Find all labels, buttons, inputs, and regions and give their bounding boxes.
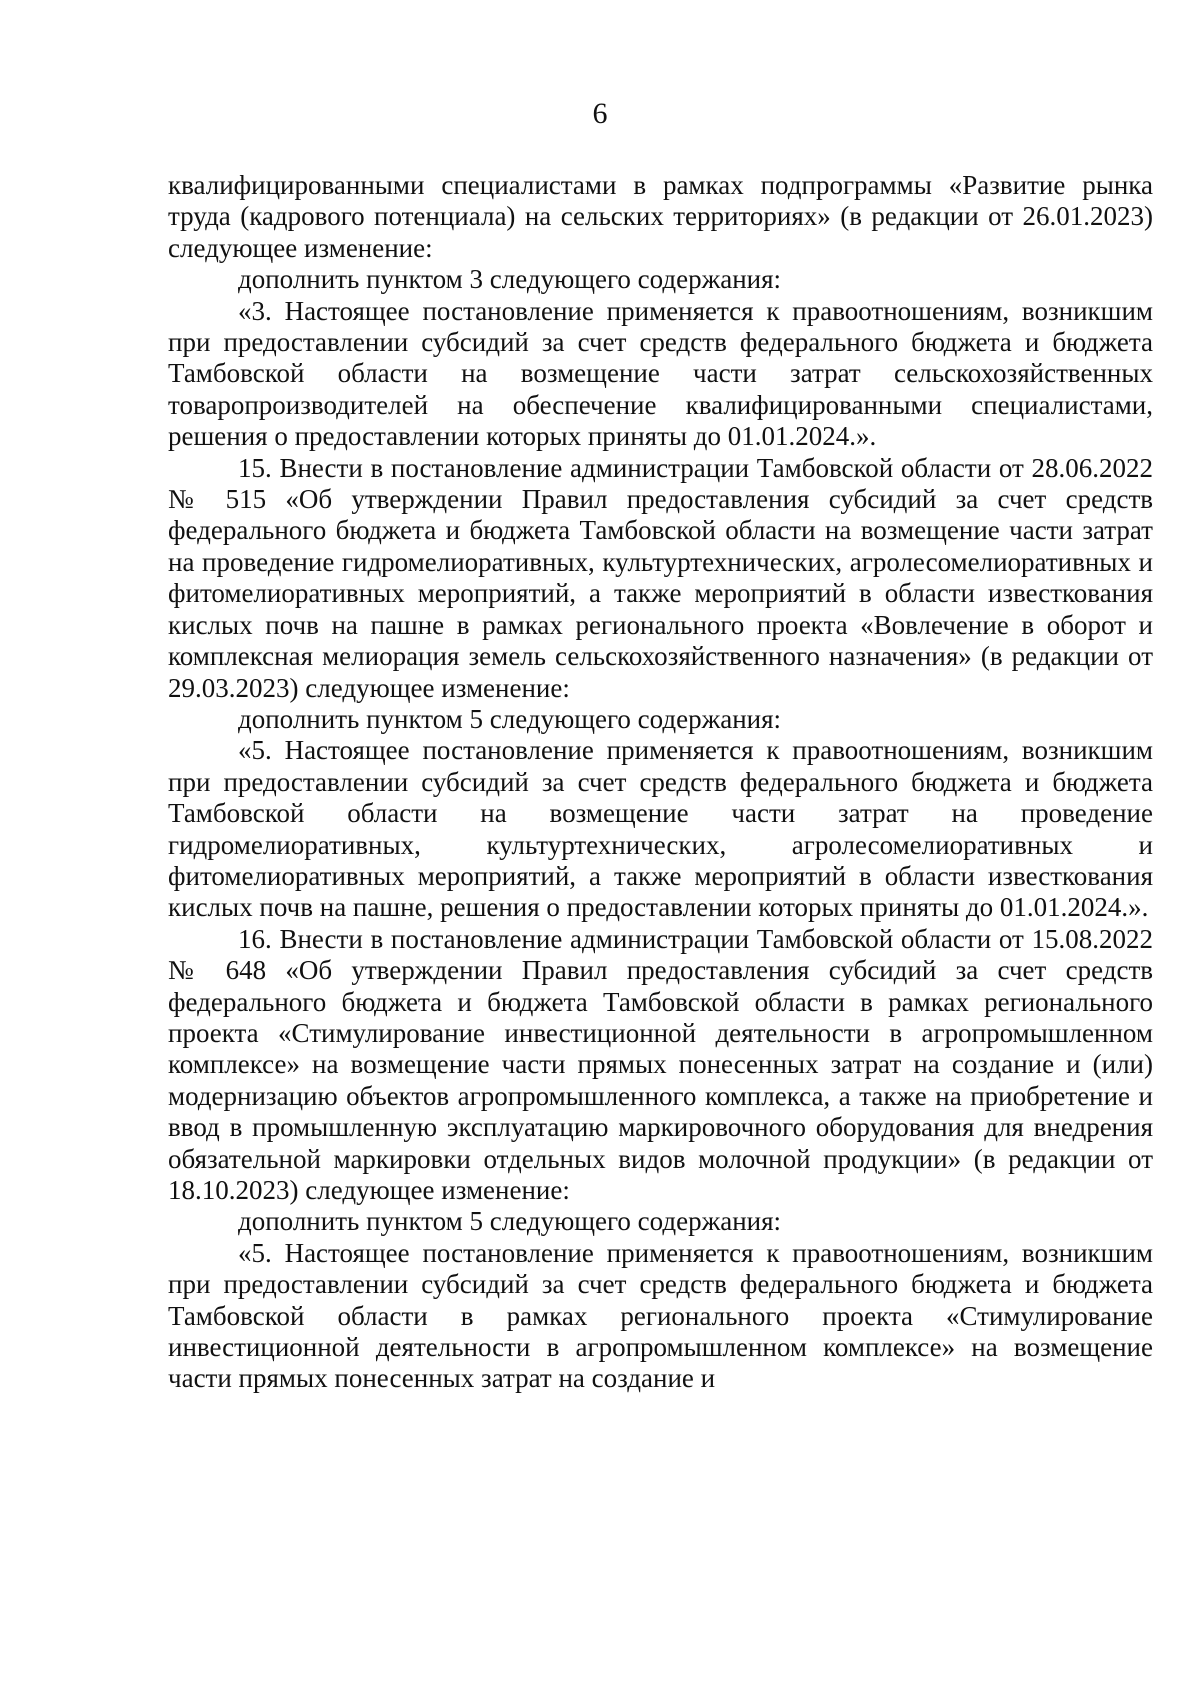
- paragraph-item-15: 15. Внести в постановление администрации Тамбовской области от 28.06.2022 № 515 «Об утверждении Правил предоставления субсидий за счет средств федерального бюджета и бюджета Тамбовской области на возмещение части затрат на проведение гидромелиоративных, культуртехнических, агролесомелиоративных и фитомелиоративных мероприятий, а также мероприятий в области известкования кислых почв на пашне в рамках регионального проекта «Вовлечение в оборот и комплексная мелиорация земель сельскохозяйственного назначения» (в редакции от 29.03.2023) следующее изменение:: [168, 452, 1153, 703]
- paragraph-item-16: 16. Внести в постановление администрации Тамбовской области от 15.08.2022 № 648 «Об утверждении Правил предоставления субсидий за счет средств федерального бюджета и бюджета Тамбовской области в рамках регионального проекта «Стимулирование инвестиционной деятельности в агропромышленном комплексе» на возмещение части прямых понесенных затрат на создание и (или) модернизацию объектов агропромышленного комплекса, а также на приобретение и ввод в промышленную эксплуатацию маркировочного оборудования для внедрения обязательной маркировки отдельных видов молочной продукции» (в редакции от 18.10.2023) следующее изменение:: [168, 923, 1153, 1205]
- paragraph-amendment-instruction: дополнить пунктом 5 следующего содержания:: [238, 703, 782, 734]
- paragraph-amendment-instruction: дополнить пунктом 3 следующего содержания:: [238, 264, 782, 295]
- paragraph-amendment-instruction: дополнить пунктом 5 следующего содержания:: [238, 1206, 782, 1237]
- paragraph-clause-5-text: «5. Настоящее постановление применяется к правоотношениям, возникшим при предоставлении субсидий за счет средств федерального бюджета и бюджета Тамбовской области в рамках регионального проекта «Стимулирование инвестиционной деятельности в агропромышленном комплексе» на возмещение части прямых понесенных затрат на создание и: [168, 1237, 1153, 1394]
- page-number: 6: [592, 97, 608, 130]
- paragraph-clause-5-text: «5. Настоящее постановление применяется к правоотношениям, возникшим при предоставлении субсидий за счет средств федерального бюджета и бюджета Тамбовской области на возмещение части затрат на проведение гидромелиоративных, культуртехнических, агролесомелиоративных и фитомелиоративных мероприятий, а также мероприятий в области известкования кислых почв на пашне, решения о предоставлении которых приняты до 01.01.2024.».: [168, 735, 1153, 923]
- paragraph-continuation: квалифицированными специалистами в рамках подпрограммы «Развитие рынка труда (кадрового потенциала) на сельских территориях» (в редакции от 26.01.2023) следующее изменение:: [168, 170, 1153, 263]
- paragraph-clause-3-text: «3. Настоящее постановление применяется к правоотношениям, возникшим при предоставлении субсидий за счет средств федерального бюджета и бюджета Тамбовской области на возмещение части затрат сельскохозяйственных товаропроизводителей на обеспечение квалифицированными специалистами, решения о предоставлении которых приняты до 01.01.2024.».: [168, 295, 1153, 452]
- document-body: [168, 170, 1153, 1395]
